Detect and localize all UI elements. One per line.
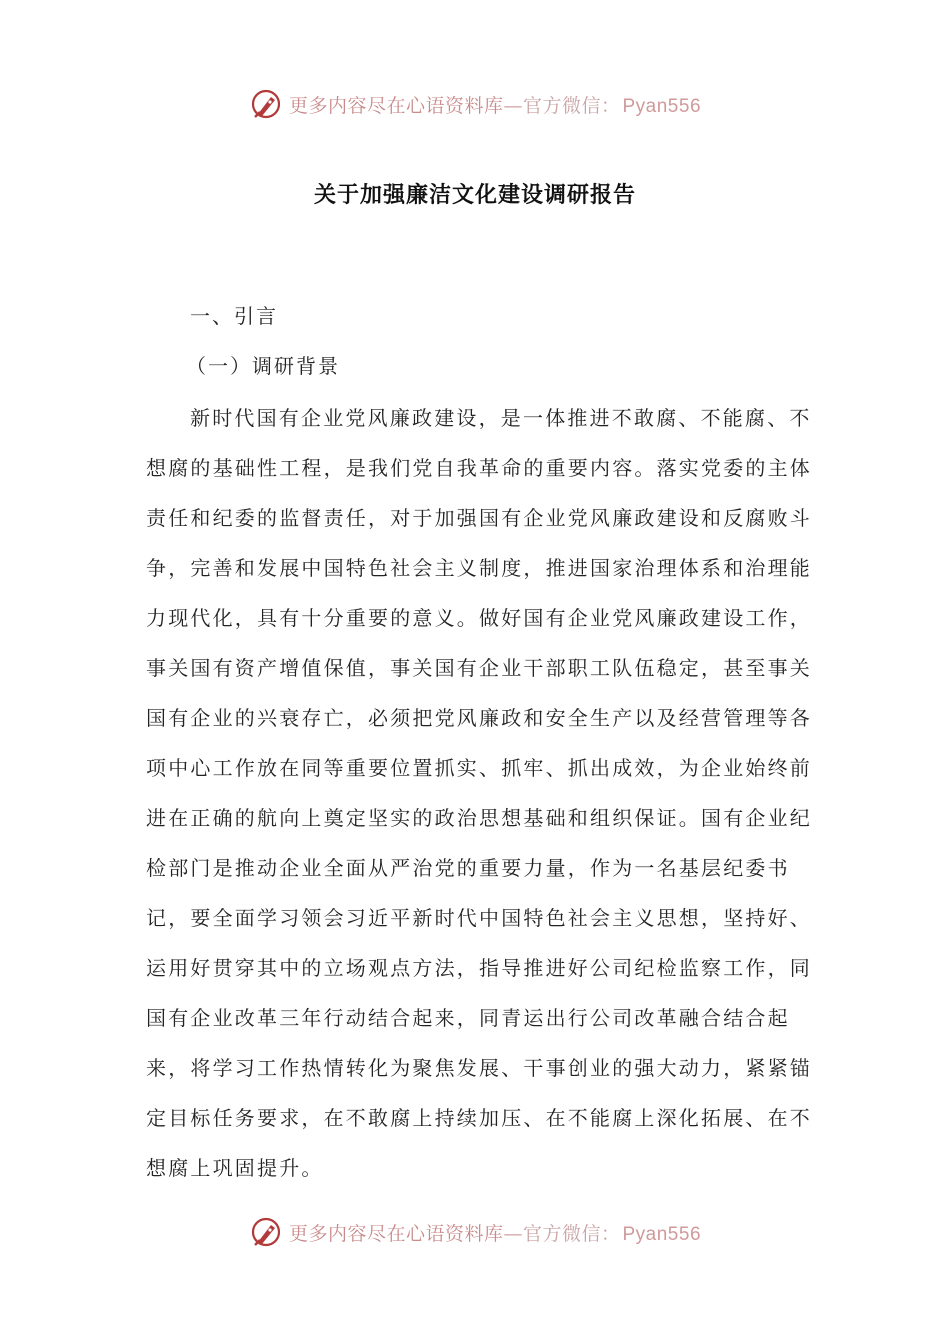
watermark-text: 更多内容尽在心语资料库—官方微信： Pyan556: [288, 94, 702, 117]
watermark-banner-bottom: [0, 1212, 950, 1252]
watermark-content: [249, 1215, 701, 1249]
watermark-content: [249, 87, 701, 121]
subsection-heading: （一）调研背景: [186, 354, 340, 378]
watermark-text: 更多内容尽在心语资料库—官方微信： Pyan556: [288, 1222, 702, 1245]
watermark-banner-top: [0, 84, 950, 124]
pen-nib-logo-icon: [249, 87, 283, 121]
body-paragraph: 新时代国有企业党风廉政建设，是一体推进不敢腐、不能腐、不想腐的基础性工程，是我们党自我革命的重要内容。落实党委的主体责任和纪委的监督责任，对于加强国有企业党风廉政建设和反腐败斗争，完善和发展中国特色社会主义制度，推进国家治理体系和治理能力现代化，具有十分重要的意义。做好国有企业党风廉政建设工作，事关国有资产增值保值，事关国有企业干部职工队伍稳定，甚至事关国有企业的兴衰存亡，必须把党风廉政和安全生产以及经营管理等各项中心工作放在同等重要位置抓实、抓牢、抓出成效，为企业始终前进在正确的航向上奠定坚实的政治思想基础和组织保证。国有企业纪检部门是推动企业全面从严治党的重要力量，作为一名基层纪委书记，要全面学习领会习近平新时代中国特色社会主义思想，坚持好、运用好贯穿其中的立场观点方法，指导推进好公司纪检监察工作，同国有企业改革三年行动结合起来，同青运出行公司改革融合结合起来，将学习工作热情转化为聚焦发展、干事创业的强大动力，紧紧锚定目标任务要求，在不敢腐上持续加压、在不能腐上深化拓展、在不想腐上巩固提升。: [146, 406, 812, 1180]
section-heading: 一、引言: [190, 304, 278, 328]
pen-nib-logo-icon: [249, 1215, 283, 1249]
document-title: 关于加强廉洁文化建设调研报告: [313, 183, 636, 208]
